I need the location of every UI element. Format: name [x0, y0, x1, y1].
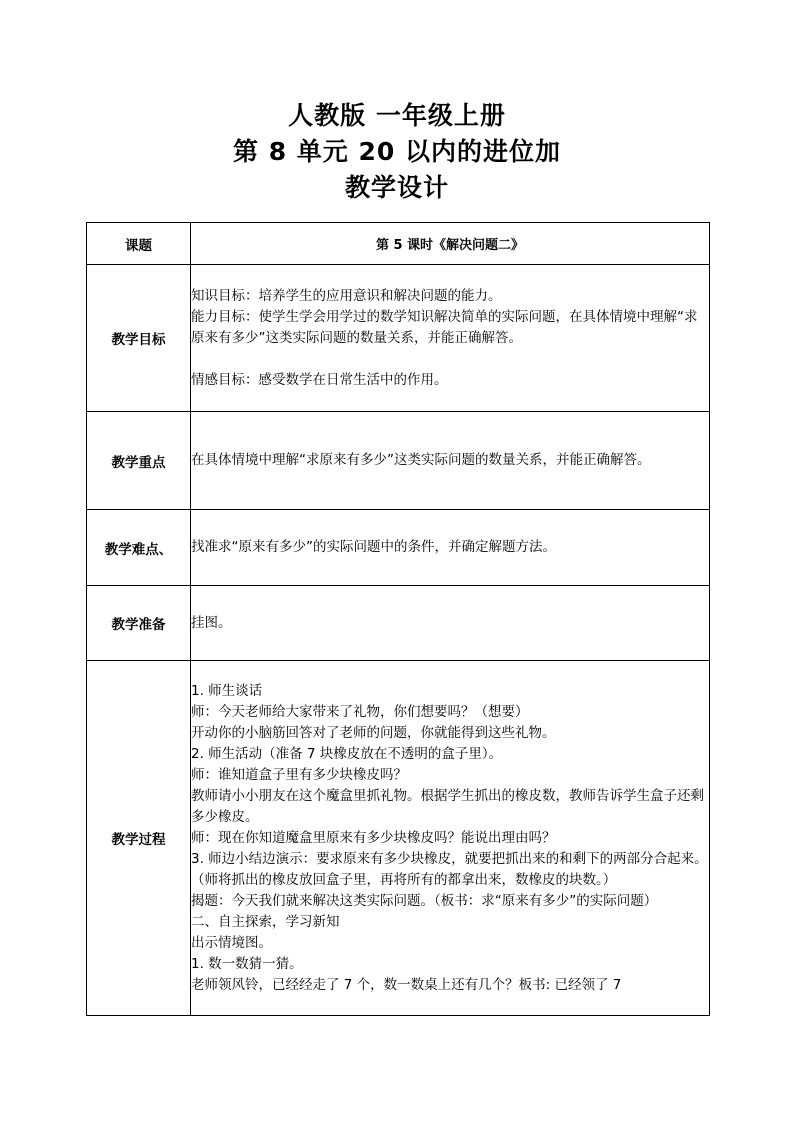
- process-line: 开动你的小脑筋回答对了老师的问题，你就能得到这些礼物。: [191, 724, 556, 741]
- process-content: [191, 661, 710, 1016]
- key-points-label: 教学重点: [87, 412, 191, 510]
- process-line: 老师领风铃，已经经走了 7 个，数一数桌上还有几个？板书: 已经领了 7: [191, 976, 622, 993]
- table-row-process: [87, 661, 710, 1016]
- ability-goal: 能力目标：使学生学会用学过的数学知识解决简单的实际问题，在具体情境中理解“求原来有多少”这类实际问题的数量关系，并能正确解答。: [191, 308, 698, 346]
- process-label: 教学过程: [87, 661, 191, 1016]
- process-line: 师：现在你知道魔盒里原来有多少块橡皮吗？能说出理由吗？: [191, 829, 556, 846]
- process-line: 师：谁知道盒子里有多少块橡皮吗？: [191, 766, 407, 783]
- process-line: 揭题：今天我们就来解决这类实际问题。（板书：求“原来有多少”的实际问题）: [191, 892, 658, 909]
- process-line: 二、自主探索，学习新知: [191, 913, 340, 930]
- goals-label: 教学目标: [87, 265, 191, 412]
- topic-label: 课题: [87, 223, 191, 265]
- process-line: 师：今天老师给大家带来了礼物，你们想要吗？（想要）: [191, 703, 529, 720]
- table-row-topic: [87, 223, 710, 265]
- table-row-goals: [87, 265, 710, 412]
- preparation-label: 教学准备: [87, 586, 191, 661]
- process-line: 出示情境图。: [191, 934, 272, 951]
- title-line-1: 人教版 一年级上册: [288, 101, 506, 130]
- lesson-plan-table: [86, 222, 710, 1016]
- preparation-text: 挂图。: [191, 586, 710, 661]
- process-line: 3. 师边小结边演示：要求原来有多少块橡皮，就要把抓出来的和剩下的两部分合起来。（师将抓出的橡皮放回盒子里，再将所有的都拿出来，数橡皮的块数。）: [191, 850, 708, 888]
- knowledge-goal: 知识目标：培养学生的应用意识和解决问题的能力。: [191, 287, 502, 304]
- title-line-3: 教学设计: [344, 173, 449, 202]
- topic-value: 第 5 课时《解决问题二》: [191, 223, 710, 265]
- key-points-text: 在具体情境中理解“求原来有多少”这类实际问题的数量关系，并能正确解答。: [191, 412, 710, 510]
- process-line: 1. 数一数猜一猜。: [191, 955, 303, 972]
- document-title: [0, 98, 794, 206]
- table-row-preparation: [87, 586, 710, 661]
- difficulties-text: 找准求“原来有多少”的实际问题中的条件，并确定解题方法。: [191, 510, 710, 586]
- process-line: 1. 师生谈话: [191, 682, 263, 699]
- table-row-difficulties: [87, 510, 710, 586]
- goals-content: [191, 265, 710, 412]
- emotion-goal: 情感目标：感受数学在日常生活中的作用。: [191, 371, 448, 388]
- title-line-2: 第 8 单元 20 以内的进位加: [232, 137, 561, 166]
- process-line: 教师请小小朋友在这个魔盒里抓礼物。根据学生抓出的橡皮数，教师告诉学生盒子还剩多少橡皮。: [191, 787, 704, 825]
- table-row-key-points: [87, 412, 710, 510]
- process-line: 2. 师生活动（准备 7 块橡皮放在不透明的盒子里）。: [191, 745, 503, 762]
- difficulties-label: 教学难点、: [87, 510, 191, 586]
